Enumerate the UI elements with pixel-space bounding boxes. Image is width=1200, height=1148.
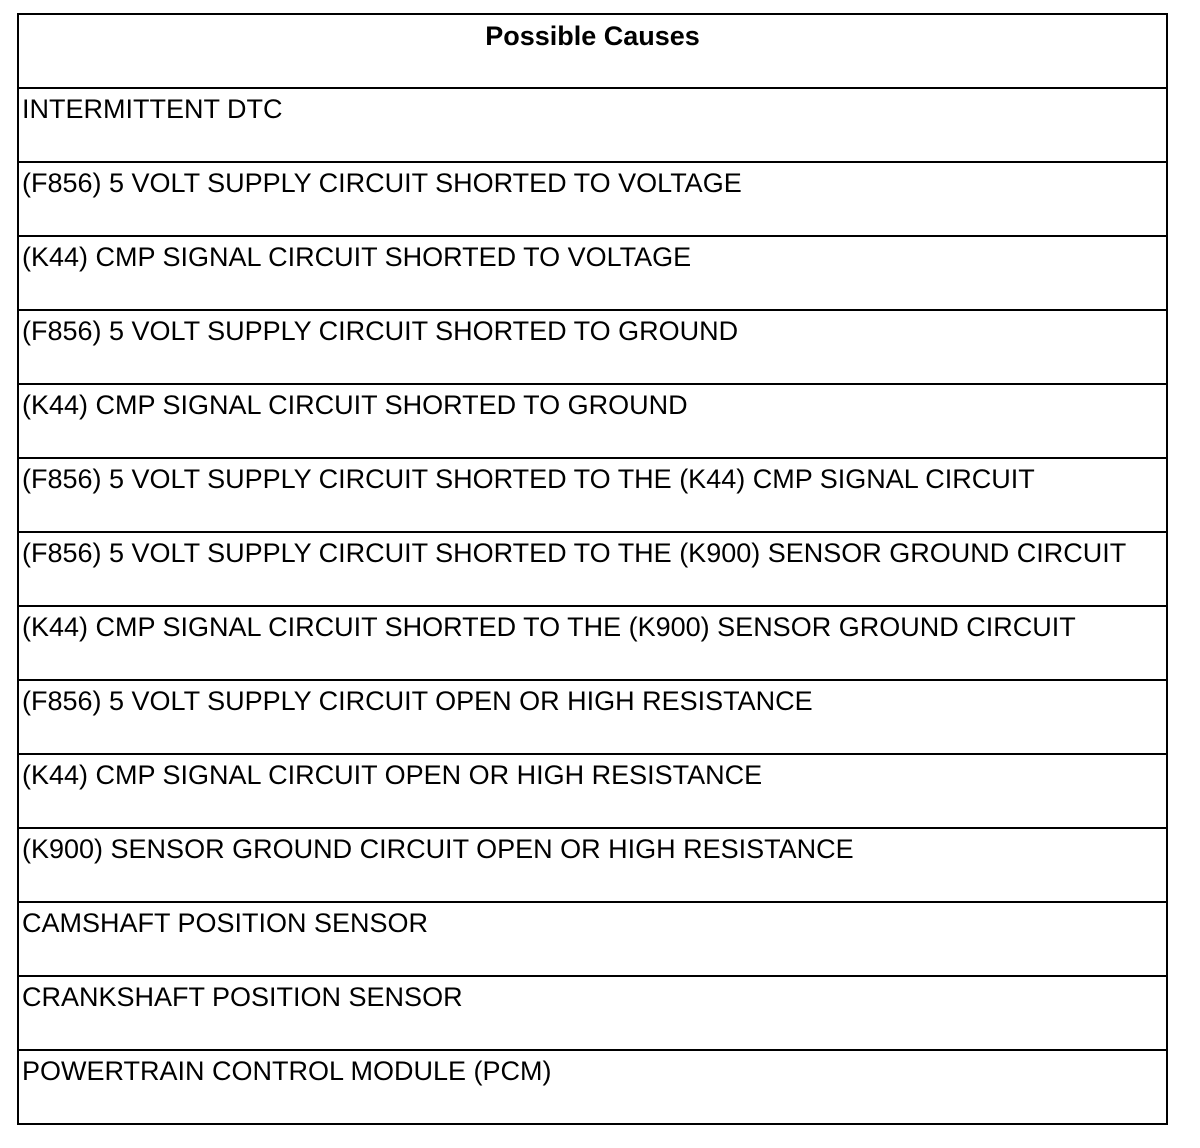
table-row: [18, 606, 1167, 680]
cause-cell: (K44) CMP SIGNAL CIRCUIT SHORTED TO GROUND: [18, 384, 1167, 458]
table-row: [18, 1050, 1167, 1124]
possible-causes-header: Possible Causes: [18, 14, 1167, 88]
table-header-row: [18, 14, 1167, 88]
cause-cell: (K44) CMP SIGNAL CIRCUIT OPEN OR HIGH RESISTANCE: [18, 754, 1167, 828]
cause-cell: (K44) CMP SIGNAL CIRCUIT SHORTED TO THE (K900) SENSOR GROUND CIRCUIT: [18, 606, 1167, 680]
possible-causes-table: [17, 13, 1168, 1125]
cause-cell: (F856) 5 VOLT SUPPLY CIRCUIT SHORTED TO THE (K900) SENSOR GROUND CIRCUIT: [18, 532, 1167, 606]
table-row: [18, 458, 1167, 532]
cause-cell: INTERMITTENT DTC: [18, 88, 1167, 162]
table-row: [18, 310, 1167, 384]
cause-cell: (F856) 5 VOLT SUPPLY CIRCUIT SHORTED TO VOLTAGE: [18, 162, 1167, 236]
cause-cell: (F856) 5 VOLT SUPPLY CIRCUIT SHORTED TO THE (K44) CMP SIGNAL CIRCUIT: [18, 458, 1167, 532]
table-row: [18, 162, 1167, 236]
table-row: [18, 384, 1167, 458]
table-row: [18, 236, 1167, 310]
table-row: [18, 754, 1167, 828]
table-row: [18, 976, 1167, 1050]
table-row: [18, 902, 1167, 976]
table-row: [18, 532, 1167, 606]
cause-cell: POWERTRAIN CONTROL MODULE (PCM): [18, 1050, 1167, 1124]
table-row: [18, 680, 1167, 754]
cause-cell: (K44) CMP SIGNAL CIRCUIT SHORTED TO VOLTAGE: [18, 236, 1167, 310]
table-row: [18, 88, 1167, 162]
cause-cell: CAMSHAFT POSITION SENSOR: [18, 902, 1167, 976]
table-row: [18, 828, 1167, 902]
cause-cell: CRANKSHAFT POSITION SENSOR: [18, 976, 1167, 1050]
cause-cell: (F856) 5 VOLT SUPPLY CIRCUIT OPEN OR HIGH RESISTANCE: [18, 680, 1167, 754]
cause-cell: (K900) SENSOR GROUND CIRCUIT OPEN OR HIGH RESISTANCE: [18, 828, 1167, 902]
cause-cell: (F856) 5 VOLT SUPPLY CIRCUIT SHORTED TO GROUND: [18, 310, 1167, 384]
